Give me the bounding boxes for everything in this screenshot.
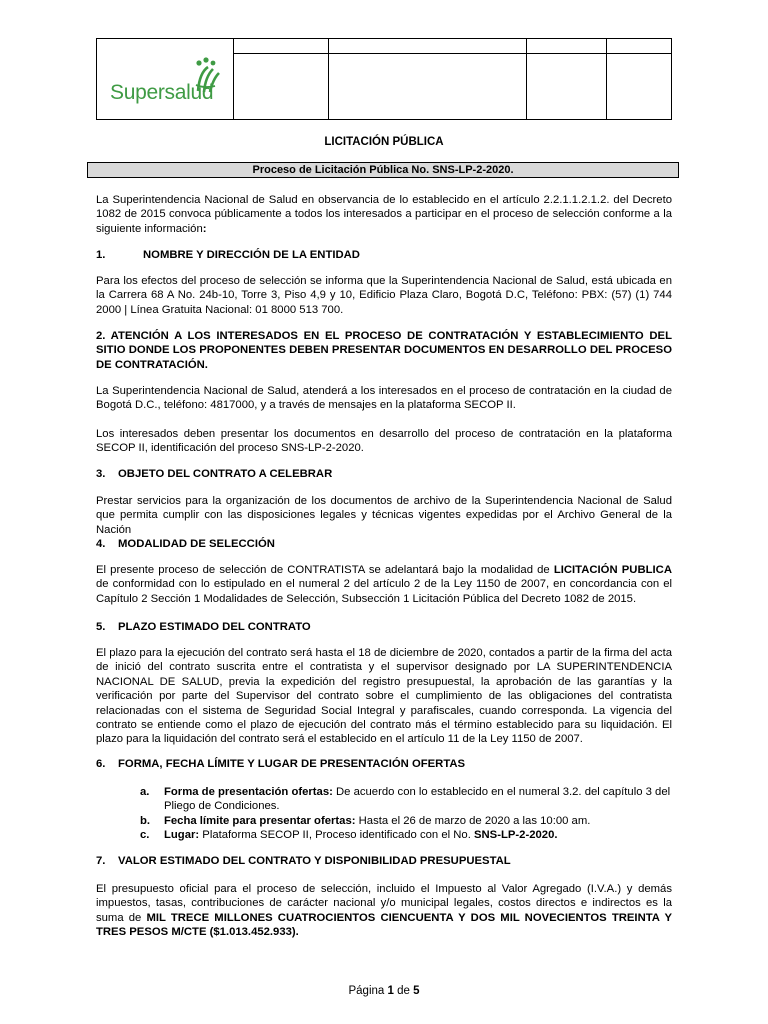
list-item-text: Hasta el 26 de marzo de 2020 a las 10:00 am. [355, 814, 591, 827]
section-title: MODALIDAD DE SELECCIÓN [118, 538, 275, 550]
section-7-body [96, 882, 672, 940]
section-number: 2. [96, 330, 106, 342]
page-number: 1 [387, 985, 394, 997]
list-item-label: Fecha límite para presentar ofertas: [164, 814, 356, 827]
section-3-body: Prestar servicios para la organización de los documentos de archivo de la Superintendencia Nacional de Salud que permita cumplir con las disposiciones legales y técnicas vigentes expedidas por el Archivo General de la Nación [96, 495, 672, 536]
table-divider [606, 39, 607, 119]
body-bold-text: LICITACIÓN PUBLICA [553, 564, 672, 576]
section-3-heading [96, 467, 672, 481]
section-title: NOMBRE Y DIRECCIÓN DE LA ENTIDAD [143, 249, 360, 261]
section-6-list [140, 785, 672, 843]
body-text: . [295, 926, 299, 939]
list-letter: c. [140, 829, 150, 842]
body-text: de conformidad con lo estipulado en el numeral 2 del artículo 2 de la Ley 1150 de 2007, en concordancia con el Capítulo 2 Sección 1 Modalidades de Selección, Subsección 1 Licitación Pública del Decreto 1082 de 2015. [96, 578, 672, 605]
intro-text: La Superintendencia Nacional de Salud en observancia de lo establecido en el artículo 2.2.1.1.2.1.2. del Decreto 1082 de 2015 convoca públicamente a todos los interesados a participar en el proceso de selección conforme a la siguiente información [96, 194, 672, 235]
body-text: El presupuesto oficial para el proceso de selección, incluido el Impuesto al Valor Agregado (I.V.A.) y demás impuestos, tasas, contribuciones de carácter nacional y/o municipal legales, costos directos e indirectos es la suma de [96, 883, 672, 924]
page-word: Página [348, 985, 385, 997]
intro-paragraph [96, 193, 672, 236]
section-number: 1. [96, 249, 106, 261]
section-5-heading [96, 620, 672, 634]
section-5-body: El plazo para la ejecución del contrato será hasta el 18 de diciembre de 2020, contados a partir de la firma del acta de inició del contrato suscrita entre el contratista y el supervisor designado por LA SUPERINTENDENCIA NACIONAL DE SALUD, previa la expedición del registro presupuestal, la aprobación de las garantías y la verificación por parte del Supervisor del contrato sobre el cumplimiento de las obligaciones del contratista relacionadas con el sistema de Seguridad Social Integral y parafiscales, cuando corresponda. La vigencia del contrato se entiende como el plazo de ejecución del contrato más el término establecido para su liquidación. El plazo para la liquidación del contrato será el establecido en el artículo 11 de la Ley 1150 de 2007. [96, 647, 672, 746]
page-footer [0, 985, 768, 997]
page-total: 5 [413, 985, 420, 997]
section-2-heading [96, 329, 672, 372]
list-item [140, 814, 672, 828]
section-title: VALOR ESTIMADO DEL CONTRATO Y DISPONIBILIDAD PRESUPUESTAL [118, 855, 511, 867]
of-word: de [397, 985, 410, 997]
section-title: ATENCIÓN A LOS INTERESADOS EN EL PROCESO DE CONTRATACIÓN Y ESTABLECIMIENTO DEL SITIO DONDE LOS PROPONENTES DEBEN PRESENTAR DOCUMENTOS EN DESARROLLO DEL PROCESO DE CONTRATACIÓN. [96, 330, 672, 371]
logo-text: Supersalud [110, 81, 214, 104]
section-number: 5. [96, 621, 106, 633]
table-divider [328, 39, 329, 119]
list-item-label: Forma de presentación ofertas: [164, 786, 333, 798]
section-6-heading [96, 757, 672, 771]
table-row-divider [233, 53, 671, 54]
document-title: LICITACIÓN PÚBLICA [324, 136, 444, 148]
header-table [96, 38, 672, 120]
section-number: 6. [96, 758, 106, 770]
section-title: FORMA, FECHA LÍMITE Y LUGAR DE PRESENTACIÓN OFERTAS [118, 758, 466, 770]
list-letter: a. [140, 786, 150, 798]
body-text: El presente proceso de selección de CONTRATISTA se adelantará bajo la modalidad de [96, 564, 554, 576]
list-item-text: Plataforma SECOP II, Proceso identificado con el No. [199, 829, 474, 842]
section-4-heading [96, 537, 672, 551]
section-number: 3. [96, 468, 106, 480]
intro-colon: : [202, 222, 207, 235]
body-bold-text: MIL TRECE MILLONES CUATROCIENTOS CIENCUENTA Y DOS MIL NOVECIENTOS TREINTA Y TRES PESOS M/CTE ($1.013.452.933) [96, 911, 672, 939]
section-number: 7. [96, 855, 106, 867]
section-1-heading [96, 248, 672, 262]
list-item [140, 785, 672, 814]
table-divider [526, 39, 527, 119]
section-2-body-2: Los interesados deben presentar los documentos en desarrollo del proceso de contratación en la plataforma SECOP II, identificación del proceso SNS-LP-2-2020. [96, 428, 672, 455]
section-4-body [96, 563, 672, 606]
list-item-text: De acuerdo con lo establecido en el numeral 3.2. del capítulo 3 del Pliego de Condiciones. [164, 786, 671, 813]
list-letter: b. [140, 814, 151, 827]
list-item [140, 828, 672, 842]
list-item-label: Lugar: [164, 829, 200, 842]
section-title: OBJETO DEL CONTRATO A CELEBRAR [118, 468, 333, 480]
logo-cell [97, 39, 234, 119]
section-number: 4. [96, 538, 106, 550]
section-7-heading [96, 854, 672, 868]
list-item-tail: SNS-LP-2-2020. [473, 829, 558, 842]
section-2-body-1: La Superintendencia Nacional de Salud, atenderá a los interesados en el proceso de contratación en la ciudad de Bogotá D.C., teléfono: 4817000, y a través de mensajes en la plataforma SECOP II. [96, 385, 672, 412]
process-number-box: Proceso de Licitación Pública No. SNS-LP-2-2020. [87, 162, 679, 178]
section-1-body: Para los efectos del proceso de selección se informa que la Superintendencia Nacional de Salud, está ubicada en la Carrera 68 A No. 24b-10, Torre 3, Piso 4,9 y 10, Edificio Plaza Claro, Bogotá D.C, Teléfono: PBX: (57) (1) 744 2000 | Línea Gratuita Nacional: 01 8000 513 700. [96, 275, 672, 316]
section-title: PLAZO ESTIMADO DEL CONTRATO [118, 621, 311, 633]
